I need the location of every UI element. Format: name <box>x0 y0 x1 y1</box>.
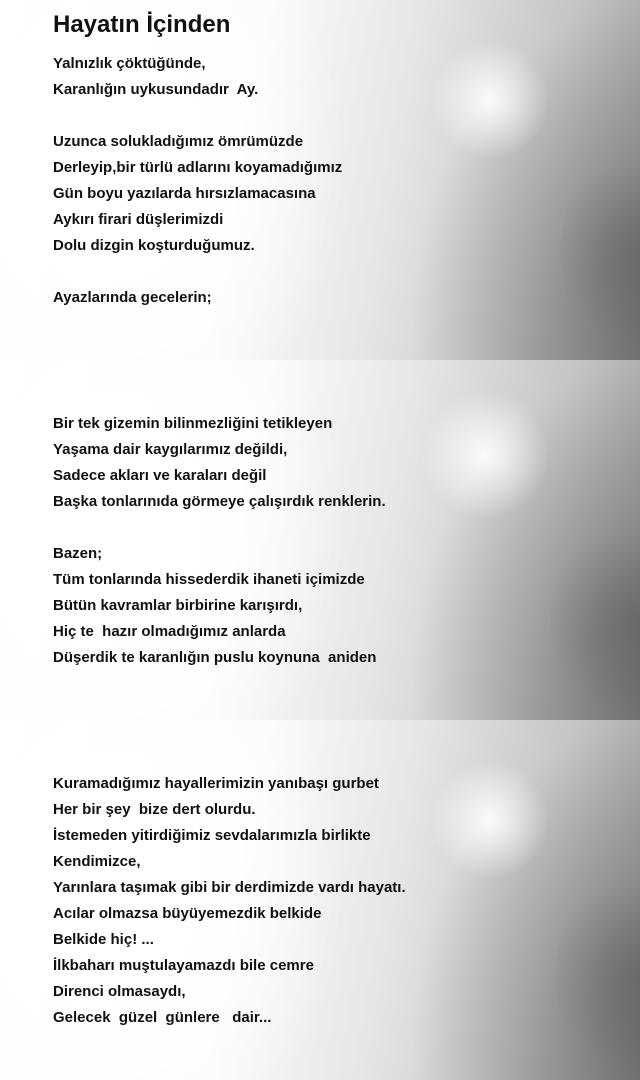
poem-line: Bazen; <box>53 545 103 562</box>
poem-line: Derleyip,bir türlü adlarını koyamadığımız <box>53 159 343 176</box>
poem-line: Yalnızlık çöktüğünde, <box>53 55 206 72</box>
stanza-4 <box>53 411 386 515</box>
poem-line: Başka tonlarınıda görmeye çalışırdık renklerin. <box>53 493 386 510</box>
poem-line: Direnci olmasaydı, <box>53 983 186 1000</box>
background-panel-1 <box>0 0 640 360</box>
poem-line: Yarınlara taşımak gibi bir derdimizde vardı hayatı. <box>53 879 406 896</box>
poem-line: Hiç te hazır olmadığımız anlarda <box>53 623 286 640</box>
stanza-1 <box>53 51 258 103</box>
poem-line: Belkide hiç! ... <box>53 931 154 948</box>
poem-line: Ayazlarında gecelerin; <box>53 289 212 306</box>
poem-line: İstemeden yitirdiğimiz sevdalarımızla birlikte <box>53 827 371 844</box>
background-panel-2 <box>0 360 640 720</box>
poem-line: Bir tek gizemin bilinmezliğini tetikleyen <box>53 415 333 432</box>
stanza-2 <box>53 129 342 259</box>
poem-line: Tüm tonlarında hissederdik ihaneti içimizde <box>53 571 365 588</box>
poem-line: Uzunca solukladığımız ömrümüzde <box>53 133 304 150</box>
stanza-3 <box>53 285 212 311</box>
poem-line: Gün boyu yazılarda hırsızlamacasına <box>53 185 316 202</box>
poem-line: Sadece akları ve karaları değil <box>53 467 267 484</box>
poem-line: İlkbaharı muştulayamazdı bile cemre <box>53 957 314 974</box>
background-panel-3 <box>0 720 640 1080</box>
poem-line: Karanlığın uykusundadır Ay. <box>53 81 259 98</box>
poem-line: Yaşama dair kaygılarımız değildi, <box>53 441 288 458</box>
poem-line: Bütün kavramlar birbirine karışırdı, <box>53 597 303 614</box>
poem-line: Kendimizce, <box>53 853 141 870</box>
poem-line: Dolu dizgin koşturduğumuz. <box>53 237 255 254</box>
poem-line: Kuramadığımız hayallerimizin yanıbaşı gurbet <box>53 775 379 792</box>
poem-line: Düşerdik te karanlığın puslu koynuna aniden <box>53 649 377 666</box>
stanza-6 <box>53 771 406 1031</box>
stanza-5 <box>53 541 376 671</box>
poem-line: Aykırı firari düşlerimizdi <box>53 211 224 228</box>
poem-line: Her bir şey bize dert olurdu. <box>53 801 256 818</box>
poem-line: Gelecek güzel günlere dair... <box>53 1009 272 1026</box>
poem-line: Acılar olmazsa büyüyemezdik belkide <box>53 905 322 922</box>
poem-title: Hayatın İçinden <box>53 11 231 38</box>
